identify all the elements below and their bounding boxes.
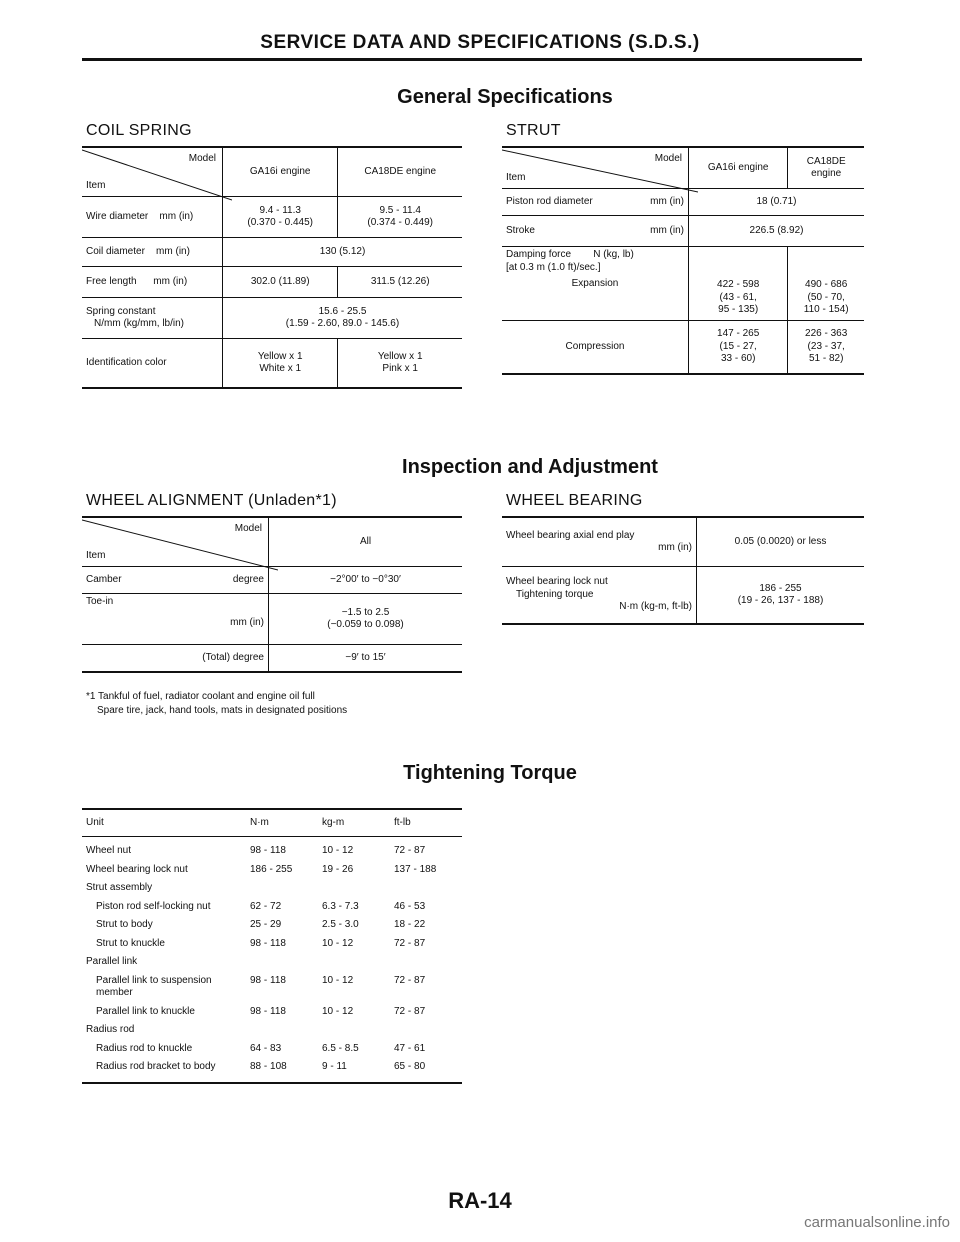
torque-ftlb-value: 47 - 61 [394, 1042, 426, 1054]
spring-constant-label: Spring constant N/mm (kg/mm, lb/in) [82, 298, 223, 339]
header-rule [82, 58, 862, 61]
toe-in-label: Toe-in mm (in) [82, 594, 269, 645]
torque-item-label: Parallel link to knuckle [96, 1005, 195, 1017]
axial-end-play-label: Wheel bearing axial end play mm (in) [502, 517, 697, 567]
strut-table [502, 146, 864, 375]
compression-ga16i: 147 - 265 (15 - 27, 33 - 60) [689, 321, 788, 375]
stroke-value: 226.5 (8.92) [689, 216, 865, 247]
torque-row [82, 1021, 462, 1040]
torque-nm-value [246, 879, 318, 898]
toe-in-value: −1.5 to 2.5 (−0.059 to 0.098) [269, 594, 463, 645]
torque-row [82, 935, 462, 954]
torque-ftlb-value [390, 879, 462, 898]
torque-ftlb-value: 18 - 22 [394, 919, 426, 930]
watermark: carmanualsonline.info [804, 1214, 950, 1231]
free-length-ca18de: 311.5 (12.26) [338, 267, 462, 298]
piston-rod-label: Piston rod diameter mm (in) [502, 189, 689, 216]
torque-kgm-value [318, 879, 390, 898]
torque-row [82, 879, 462, 898]
inspection-adjustment-title: Inspection and Adjustment [402, 456, 658, 478]
torque-ftlb-value: 46 - 53 [394, 900, 426, 912]
torque-ftlb-value [390, 1021, 462, 1040]
torque-kgm-value: 6.5 - 8.5 [322, 1042, 359, 1054]
lock-nut-torque-label: Wheel bearing lock nut Tightening torque N·m (kg-m, ft-lb) [502, 567, 697, 625]
compression-label: Compression [502, 321, 689, 375]
torque-item-label: Strut to knuckle [96, 937, 165, 949]
strut-title: STRUT [506, 122, 561, 139]
expansion-label: Expansion [502, 276, 689, 321]
model-label: Model [234, 523, 262, 534]
alignment-diagonal-header [82, 517, 269, 567]
torque-nm-value: 98 - 118 [250, 845, 286, 856]
header-ftlb: ft-lb [394, 816, 411, 828]
wheel-alignment-title: WHEEL ALIGNMENT (Unladen*1) [86, 492, 337, 509]
coil-diameter-label: Coil diameter mm (in) [82, 238, 223, 267]
torque-ftlb-value: 72 - 87 [394, 1005, 426, 1017]
damping-force-label: Damping force N (kg, lb) [at 0.3 m (1.0 ft)/sec.] [502, 247, 689, 277]
torque-nm-value: 62 - 72 [250, 900, 282, 912]
free-length-label: Free length mm (in) [82, 267, 223, 298]
torque-ftlb-value: 72 - 87 [394, 845, 426, 856]
torque-nm-value: 186 - 255 [250, 863, 293, 875]
torque-item-label: Parallel link to suspension member [96, 974, 212, 998]
compression-ca18de: 226 - 363 (23 - 37, 51 - 82) [805, 328, 848, 365]
coil-spring-title: COIL SPRING [86, 122, 192, 139]
coil-spring-table [82, 146, 462, 389]
strut-diagonal-header [502, 147, 689, 189]
torque-kgm-value: 10 - 12 [322, 845, 354, 856]
torque-nm-value: 88 - 108 [250, 1061, 287, 1072]
toe-in-total-label: (Total) degree [82, 645, 269, 673]
torque-row [82, 972, 462, 1003]
camber-value: −2°00′ to −0°30′ [269, 567, 463, 594]
page-number: RA-14 [448, 1188, 512, 1213]
ident-color-ga16i: Yellow x 1 White x 1 [223, 339, 338, 389]
piston-rod-value: 18 (0.71) [689, 189, 865, 216]
torque-kgm-value: 6.3 - 7.3 [322, 900, 359, 912]
toe-in-total-value: −9′ to 15′ [345, 651, 386, 663]
torque-nm-value [246, 953, 318, 972]
torque-kgm-value: 19 - 26 [322, 863, 354, 875]
page-header-title: SERVICE DATA AND SPECIFICATIONS (S.D.S.) [260, 32, 700, 53]
torque-kgm-value: 10 - 12 [322, 974, 354, 986]
col-ga16i: GA16i engine [689, 147, 788, 189]
torque-row [82, 916, 462, 935]
alignment-footnote: *1 Tankful of fuel, radiator coolant and engine oil full Spare tire, jack, hand tools, mats in designated positions [86, 691, 348, 716]
lock-nut-torque-value: 186 - 255 (19 - 26, 137 - 188) [737, 582, 824, 606]
torque-kgm-value: 10 - 12 [322, 1005, 354, 1017]
torque-item-label: Strut to body [96, 919, 153, 930]
wheel-bearing-title: WHEEL BEARING [506, 492, 643, 509]
axial-end-play-value: 0.05 (0.0020) or less [697, 517, 865, 567]
stroke-label: Stroke mm (in) [502, 216, 689, 247]
identification-color-label: Identification color [82, 339, 223, 389]
col-ca18de: CA18DE engine [338, 147, 462, 197]
wheel-bearing-table [502, 516, 864, 625]
expansion-ca18de: 490 - 686 (50 - 70, 110 - 154) [788, 276, 864, 321]
torque-item-label: Strut assembly [86, 882, 153, 893]
torque-item-label: Radius rod bracket to body [96, 1061, 216, 1072]
wire-diameter-ca18de: 9.5 - 11.4 (0.374 - 0.449) [338, 197, 462, 238]
header-unit: Unit [86, 816, 104, 828]
torque-row [82, 898, 462, 917]
torque-row [82, 861, 462, 880]
torque-kgm-value [318, 1021, 390, 1040]
torque-ftlb-value [390, 953, 462, 972]
tightening-torque-title: Tightening Torque [403, 762, 577, 784]
torque-ftlb-value: 72 - 87 [394, 937, 426, 949]
torque-row [82, 1058, 462, 1083]
torque-item-label: Wheel nut [86, 845, 132, 856]
general-specifications-title: General Specifications [397, 86, 613, 108]
torque-kgm-value: 9 - 11 [322, 1061, 347, 1072]
tightening-torque-table [82, 808, 462, 1084]
col-ga16i: GA16i engine [223, 147, 338, 197]
item-label: Item [506, 171, 526, 183]
coil-diameter-value: 130 (5.12) [223, 238, 463, 267]
torque-item-label: Parallel link [86, 956, 138, 967]
wheel-alignment-table [82, 516, 462, 673]
item-label: Item [86, 179, 106, 191]
torque-row [82, 953, 462, 972]
model-label: Model [188, 153, 216, 164]
header-nm: N·m [250, 816, 269, 828]
torque-row [82, 837, 462, 861]
torque-nm-value: 64 - 83 [250, 1042, 282, 1054]
torque-nm-value: 98 - 118 [250, 937, 286, 949]
torque-ftlb-value: 65 - 80 [394, 1061, 426, 1072]
wire-diameter-ga16i: 9.4 - 11.3 (0.370 - 0.445) [223, 197, 338, 238]
free-length-ga16i: 302.0 (11.89) [223, 267, 338, 298]
torque-ftlb-value: 72 - 87 [394, 974, 426, 986]
torque-nm-value: 98 - 118 [250, 974, 286, 986]
camber-label: Camber degree [82, 567, 269, 594]
torque-ftlb-value: 137 - 188 [394, 863, 437, 875]
torque-row [82, 1003, 462, 1022]
expansion-ga16i: 422 - 598 (43 - 61, 95 - 135) [689, 276, 788, 321]
model-label: Model [654, 153, 682, 164]
item-label: Item [86, 549, 106, 561]
torque-item-label: Wheel bearing lock nut [86, 863, 188, 875]
header-kgm: kg-m [322, 816, 345, 828]
torque-nm-value: 98 - 118 [250, 1005, 286, 1017]
torque-kgm-value [318, 953, 390, 972]
torque-kgm-value: 10 - 12 [322, 937, 354, 949]
torque-row [82, 1040, 462, 1059]
torque-item-label: Radius rod [86, 1024, 135, 1035]
torque-item-label: Radius rod to knuckle [96, 1042, 193, 1054]
ident-color-ca18de: Yellow x 1 Pink x 1 [377, 350, 423, 374]
coil-diagonal-header [82, 147, 223, 197]
col-all: All [269, 517, 463, 567]
torque-kgm-value: 2.5 - 3.0 [322, 919, 359, 930]
torque-nm-value: 25 - 29 [250, 919, 282, 930]
torque-item-label: Piston rod self-locking nut [96, 900, 211, 912]
wire-diameter-label: Wire diameter mm (in) [82, 197, 223, 238]
spring-constant-value: 15.6 - 25.5 (1.59 - 2.60, 89.0 - 145.6) [223, 298, 463, 339]
col-ca18de: CA18DE engine [788, 147, 864, 189]
torque-nm-value [246, 1021, 318, 1040]
